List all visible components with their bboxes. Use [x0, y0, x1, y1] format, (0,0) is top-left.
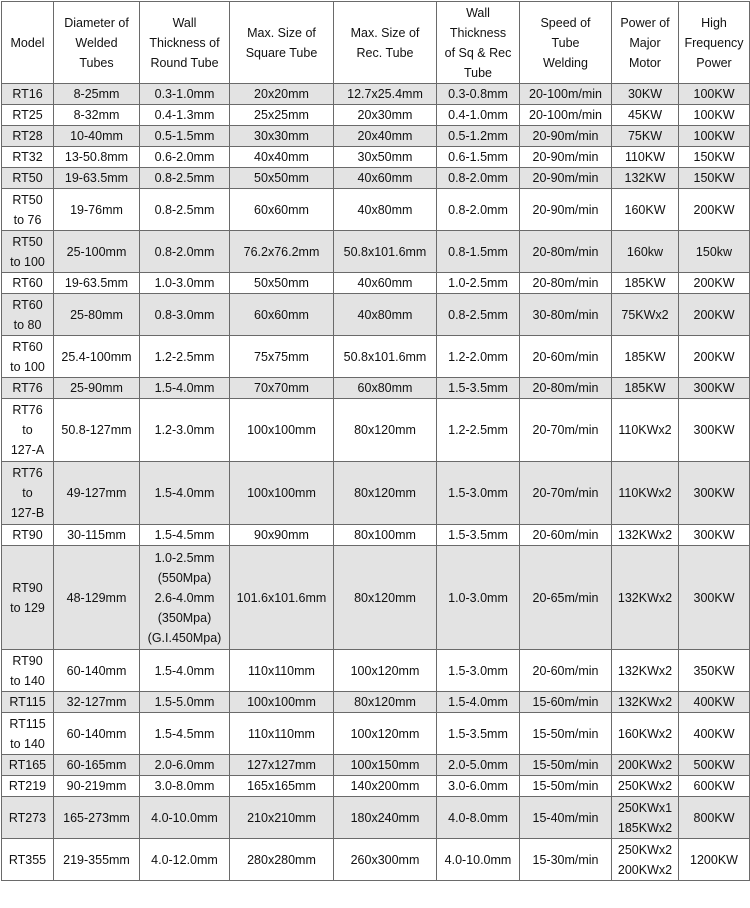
- cell-square-size: 40x40mm: [230, 147, 334, 168]
- cell-hf-power: 350KW: [679, 650, 750, 692]
- cell-motor-power: 160KWx2: [612, 713, 679, 755]
- table-row: [2, 273, 750, 294]
- cell-speed: 20-70m/min: [520, 399, 612, 462]
- cell-motor-power: 132KWx2: [612, 546, 679, 650]
- cell-speed: 15-60m/min: [520, 692, 612, 713]
- cell-diameter: 60-140mm: [54, 713, 140, 755]
- cell-square-size: 101.6x101.6mm: [230, 546, 334, 650]
- specification-table: [1, 1, 750, 881]
- cell-wall-round: 0.6-2.0mm: [140, 147, 230, 168]
- cell-speed: 20-60m/min: [520, 525, 612, 546]
- cell-model: RT90: [2, 525, 54, 546]
- cell-wall-round: 2.0-6.0mm: [140, 755, 230, 776]
- cell-rec-size: 80x120mm: [334, 692, 437, 713]
- cell-speed: 20-80m/min: [520, 231, 612, 273]
- cell-wall-sq-rec: 1.5-3.0mm: [437, 650, 520, 692]
- cell-model: RT25: [2, 105, 54, 126]
- cell-model: RT76: [2, 378, 54, 399]
- cell-diameter: 8-25mm: [54, 84, 140, 105]
- cell-motor-power: 250KWx2 200KWx2: [612, 839, 679, 881]
- cell-hf-power: 200KW: [679, 294, 750, 336]
- cell-speed: 15-40m/min: [520, 797, 612, 839]
- cell-diameter: 30-115mm: [54, 525, 140, 546]
- cell-speed: 20-90m/min: [520, 126, 612, 147]
- cell-motor-power: 132KWx2: [612, 525, 679, 546]
- cell-hf-power: 150KW: [679, 147, 750, 168]
- cell-diameter: 32-127mm: [54, 692, 140, 713]
- cell-hf-power: 200KW: [679, 336, 750, 378]
- cell-wall-round: 1.0-2.5mm (550Mpa) 2.6-4.0mm (350Mpa) (G.I.450Mpa): [140, 546, 230, 650]
- header-speed: Speed of Tube Welding: [520, 2, 612, 84]
- cell-wall-round: 1.0-3.0mm: [140, 273, 230, 294]
- cell-wall-round: 1.5-4.0mm: [140, 462, 230, 525]
- cell-wall-sq-rec: 1.0-2.5mm: [437, 273, 520, 294]
- cell-square-size: 70x70mm: [230, 378, 334, 399]
- cell-rec-size: 50.8x101.6mm: [334, 231, 437, 273]
- cell-wall-round: 0.4-1.3mm: [140, 105, 230, 126]
- cell-diameter: 60-140mm: [54, 650, 140, 692]
- cell-square-size: 110x110mm: [230, 713, 334, 755]
- cell-square-size: 280x280mm: [230, 839, 334, 881]
- cell-speed: 20-90m/min: [520, 147, 612, 168]
- cell-motor-power: 160KW: [612, 189, 679, 231]
- cell-motor-power: 30KW: [612, 84, 679, 105]
- cell-rec-size: 80x120mm: [334, 546, 437, 650]
- cell-diameter: 25-80mm: [54, 294, 140, 336]
- table-row: [2, 525, 750, 546]
- table-row: [2, 84, 750, 105]
- cell-speed: 30-80m/min: [520, 294, 612, 336]
- cell-square-size: 110x110mm: [230, 650, 334, 692]
- table-row: [2, 231, 750, 273]
- cell-square-size: 30x30mm: [230, 126, 334, 147]
- cell-diameter: 13-50.8mm: [54, 147, 140, 168]
- cell-diameter: 90-219mm: [54, 776, 140, 797]
- cell-rec-size: 60x80mm: [334, 378, 437, 399]
- cell-rec-size: 40x80mm: [334, 294, 437, 336]
- cell-hf-power: 100KW: [679, 105, 750, 126]
- cell-wall-round: 1.5-4.5mm: [140, 525, 230, 546]
- cell-hf-power: 1200KW: [679, 839, 750, 881]
- cell-wall-sq-rec: 1.0-3.0mm: [437, 546, 520, 650]
- cell-diameter: 48-129mm: [54, 546, 140, 650]
- cell-wall-sq-rec: 0.6-1.5mm: [437, 147, 520, 168]
- cell-wall-sq-rec: 0.8-2.0mm: [437, 168, 520, 189]
- cell-square-size: 60x60mm: [230, 189, 334, 231]
- cell-rec-size: 12.7x25.4mm: [334, 84, 437, 105]
- table-body: [2, 84, 750, 881]
- table-row: [2, 797, 750, 839]
- cell-wall-round: 1.2-2.5mm: [140, 336, 230, 378]
- cell-motor-power: 185KW: [612, 273, 679, 294]
- cell-speed: 20-60m/min: [520, 650, 612, 692]
- cell-hf-power: 200KW: [679, 273, 750, 294]
- cell-square-size: 75x75mm: [230, 336, 334, 378]
- cell-square-size: 100x100mm: [230, 462, 334, 525]
- cell-speed: 20-90m/min: [520, 168, 612, 189]
- cell-wall-sq-rec: 1.5-4.0mm: [437, 692, 520, 713]
- cell-square-size: 20x20mm: [230, 84, 334, 105]
- cell-wall-sq-rec: 1.2-2.5mm: [437, 399, 520, 462]
- header-motor-power: Power of Major Motor: [612, 2, 679, 84]
- cell-motor-power: 185KW: [612, 378, 679, 399]
- cell-model: RT76 to 127-B: [2, 462, 54, 525]
- cell-model: RT32: [2, 147, 54, 168]
- cell-hf-power: 300KW: [679, 546, 750, 650]
- table-row: [2, 546, 750, 650]
- cell-motor-power: 132KWx2: [612, 650, 679, 692]
- cell-wall-sq-rec: 1.5-3.5mm: [437, 525, 520, 546]
- cell-model: RT28: [2, 126, 54, 147]
- cell-hf-power: 100KW: [679, 84, 750, 105]
- cell-model: RT50: [2, 168, 54, 189]
- cell-wall-round: 0.8-2.5mm: [140, 168, 230, 189]
- cell-wall-round: 0.8-2.0mm: [140, 231, 230, 273]
- cell-speed: 20-65m/min: [520, 546, 612, 650]
- cell-square-size: 60x60mm: [230, 294, 334, 336]
- table-row: [2, 336, 750, 378]
- cell-rec-size: 40x60mm: [334, 273, 437, 294]
- cell-hf-power: 150KW: [679, 168, 750, 189]
- table-row: [2, 755, 750, 776]
- cell-wall-sq-rec: 4.0-8.0mm: [437, 797, 520, 839]
- header-hf-power: High Frequency Power: [679, 2, 750, 84]
- cell-model: RT76 to 127-A: [2, 399, 54, 462]
- cell-square-size: 100x100mm: [230, 692, 334, 713]
- cell-speed: 15-50m/min: [520, 755, 612, 776]
- cell-diameter: 219-355mm: [54, 839, 140, 881]
- cell-square-size: 50x50mm: [230, 168, 334, 189]
- header-wall-sq-rec: Wall Thickness of Sq & Rec Tube: [437, 2, 520, 84]
- cell-diameter: 19-63.5mm: [54, 273, 140, 294]
- cell-model: RT115 to 140: [2, 713, 54, 755]
- cell-model: RT219: [2, 776, 54, 797]
- cell-motor-power: 132KWx2: [612, 692, 679, 713]
- table-row: [2, 147, 750, 168]
- cell-motor-power: 45KW: [612, 105, 679, 126]
- cell-motor-power: 200KWx2: [612, 755, 679, 776]
- header-rec-size: Max. Size of Rec. Tube: [334, 2, 437, 84]
- cell-diameter: 10-40mm: [54, 126, 140, 147]
- cell-square-size: 25x25mm: [230, 105, 334, 126]
- cell-wall-sq-rec: 3.0-6.0mm: [437, 776, 520, 797]
- cell-rec-size: 180x240mm: [334, 797, 437, 839]
- cell-model: RT273: [2, 797, 54, 839]
- cell-motor-power: 110KWx2: [612, 462, 679, 525]
- cell-wall-round: 4.0-10.0mm: [140, 797, 230, 839]
- cell-wall-sq-rec: 1.5-3.0mm: [437, 462, 520, 525]
- cell-hf-power: 300KW: [679, 462, 750, 525]
- cell-wall-round: 0.3-1.0mm: [140, 84, 230, 105]
- cell-diameter: 25-100mm: [54, 231, 140, 273]
- cell-diameter: 8-32mm: [54, 105, 140, 126]
- cell-model: RT355: [2, 839, 54, 881]
- cell-square-size: 127x127mm: [230, 755, 334, 776]
- cell-wall-round: 0.8-3.0mm: [140, 294, 230, 336]
- cell-rec-size: 40x60mm: [334, 168, 437, 189]
- cell-square-size: 210x210mm: [230, 797, 334, 839]
- cell-model: RT60 to 100: [2, 336, 54, 378]
- cell-motor-power: 75KW: [612, 126, 679, 147]
- cell-wall-round: 3.0-8.0mm: [140, 776, 230, 797]
- cell-wall-sq-rec: 0.4-1.0mm: [437, 105, 520, 126]
- cell-speed: 15-50m/min: [520, 776, 612, 797]
- cell-speed: 15-30m/min: [520, 839, 612, 881]
- cell-wall-sq-rec: 2.0-5.0mm: [437, 755, 520, 776]
- table-row: [2, 839, 750, 881]
- cell-hf-power: 800KW: [679, 797, 750, 839]
- cell-model: RT165: [2, 755, 54, 776]
- cell-motor-power: 160kw: [612, 231, 679, 273]
- cell-motor-power: 110KWx2: [612, 399, 679, 462]
- cell-hf-power: 200KW: [679, 189, 750, 231]
- cell-hf-power: 500KW: [679, 755, 750, 776]
- cell-square-size: 165x165mm: [230, 776, 334, 797]
- cell-hf-power: 600KW: [679, 776, 750, 797]
- cell-rec-size: 100x150mm: [334, 755, 437, 776]
- cell-hf-power: 300KW: [679, 378, 750, 399]
- cell-rec-size: 20x30mm: [334, 105, 437, 126]
- cell-motor-power: 250KWx1 185KWx2: [612, 797, 679, 839]
- cell-speed: 20-60m/min: [520, 336, 612, 378]
- table-row: [2, 776, 750, 797]
- cell-speed: 20-80m/min: [520, 378, 612, 399]
- table-row: [2, 378, 750, 399]
- cell-wall-round: 4.0-12.0mm: [140, 839, 230, 881]
- cell-diameter: 50.8-127mm: [54, 399, 140, 462]
- cell-wall-sq-rec: 4.0-10.0mm: [437, 839, 520, 881]
- cell-square-size: 100x100mm: [230, 399, 334, 462]
- cell-rec-size: 100x120mm: [334, 713, 437, 755]
- table-row: [2, 294, 750, 336]
- header-row: [2, 2, 750, 84]
- cell-diameter: 19-76mm: [54, 189, 140, 231]
- cell-square-size: 76.2x76.2mm: [230, 231, 334, 273]
- cell-diameter: 165-273mm: [54, 797, 140, 839]
- cell-diameter: 25-90mm: [54, 378, 140, 399]
- cell-model: RT50 to 76: [2, 189, 54, 231]
- cell-speed: 20-80m/min: [520, 273, 612, 294]
- table-row: [2, 105, 750, 126]
- cell-wall-sq-rec: 1.5-3.5mm: [437, 378, 520, 399]
- table-row: [2, 168, 750, 189]
- table-row: [2, 462, 750, 525]
- header-square-size: Max. Size of Square Tube: [230, 2, 334, 84]
- cell-hf-power: 300KW: [679, 525, 750, 546]
- cell-wall-round: 1.5-4.5mm: [140, 713, 230, 755]
- cell-motor-power: 110KW: [612, 147, 679, 168]
- cell-rec-size: 20x40mm: [334, 126, 437, 147]
- header-diameter: Diameter of Welded Tubes: [54, 2, 140, 84]
- cell-motor-power: 250KWx2: [612, 776, 679, 797]
- cell-hf-power: 150kw: [679, 231, 750, 273]
- cell-hf-power: 400KW: [679, 713, 750, 755]
- cell-diameter: 60-165mm: [54, 755, 140, 776]
- cell-wall-sq-rec: 0.3-0.8mm: [437, 84, 520, 105]
- cell-hf-power: 100KW: [679, 126, 750, 147]
- cell-rec-size: 80x120mm: [334, 462, 437, 525]
- cell-wall-sq-rec: 0.8-2.5mm: [437, 294, 520, 336]
- cell-rec-size: 260x300mm: [334, 839, 437, 881]
- cell-wall-round: 1.5-4.0mm: [140, 650, 230, 692]
- cell-wall-round: 1.5-5.0mm: [140, 692, 230, 713]
- table-row: [2, 713, 750, 755]
- cell-speed: 20-70m/min: [520, 462, 612, 525]
- cell-model: RT60: [2, 273, 54, 294]
- table-row: [2, 126, 750, 147]
- cell-wall-round: 1.2-3.0mm: [140, 399, 230, 462]
- cell-model: RT50 to 100: [2, 231, 54, 273]
- cell-square-size: 50x50mm: [230, 273, 334, 294]
- cell-square-size: 90x90mm: [230, 525, 334, 546]
- cell-motor-power: 75KWx2: [612, 294, 679, 336]
- table-row: [2, 189, 750, 231]
- cell-wall-round: 1.5-4.0mm: [140, 378, 230, 399]
- cell-wall-round: 0.5-1.5mm: [140, 126, 230, 147]
- cell-wall-sq-rec: 1.2-2.0mm: [437, 336, 520, 378]
- cell-rec-size: 80x100mm: [334, 525, 437, 546]
- cell-rec-size: 50.8x101.6mm: [334, 336, 437, 378]
- cell-model: RT90 to 129: [2, 546, 54, 650]
- cell-speed: 20-90m/min: [520, 189, 612, 231]
- cell-motor-power: 132KW: [612, 168, 679, 189]
- cell-model: RT90 to 140: [2, 650, 54, 692]
- cell-motor-power: 185KW: [612, 336, 679, 378]
- cell-hf-power: 400KW: [679, 692, 750, 713]
- cell-rec-size: 140x200mm: [334, 776, 437, 797]
- table-row: [2, 692, 750, 713]
- cell-wall-sq-rec: 0.5-1.2mm: [437, 126, 520, 147]
- cell-model: RT115: [2, 692, 54, 713]
- table-row: [2, 399, 750, 462]
- cell-speed: 20-100m/min: [520, 84, 612, 105]
- cell-diameter: 49-127mm: [54, 462, 140, 525]
- cell-rec-size: 100x120mm: [334, 650, 437, 692]
- header-model: Model: [2, 2, 54, 84]
- cell-wall-round: 0.8-2.5mm: [140, 189, 230, 231]
- cell-rec-size: 80x120mm: [334, 399, 437, 462]
- cell-diameter: 19-63.5mm: [54, 168, 140, 189]
- table-header: [2, 2, 750, 84]
- cell-hf-power: 300KW: [679, 399, 750, 462]
- table-row: [2, 650, 750, 692]
- cell-speed: 15-50m/min: [520, 713, 612, 755]
- cell-rec-size: 30x50mm: [334, 147, 437, 168]
- cell-model: RT60 to 80: [2, 294, 54, 336]
- cell-wall-sq-rec: 0.8-1.5mm: [437, 231, 520, 273]
- cell-rec-size: 40x80mm: [334, 189, 437, 231]
- cell-wall-sq-rec: 0.8-2.0mm: [437, 189, 520, 231]
- header-wall-round: Wall Thickness of Round Tube: [140, 2, 230, 84]
- cell-speed: 20-100m/min: [520, 105, 612, 126]
- cell-wall-sq-rec: 1.5-3.5mm: [437, 713, 520, 755]
- cell-diameter: 25.4-100mm: [54, 336, 140, 378]
- cell-model: RT16: [2, 84, 54, 105]
